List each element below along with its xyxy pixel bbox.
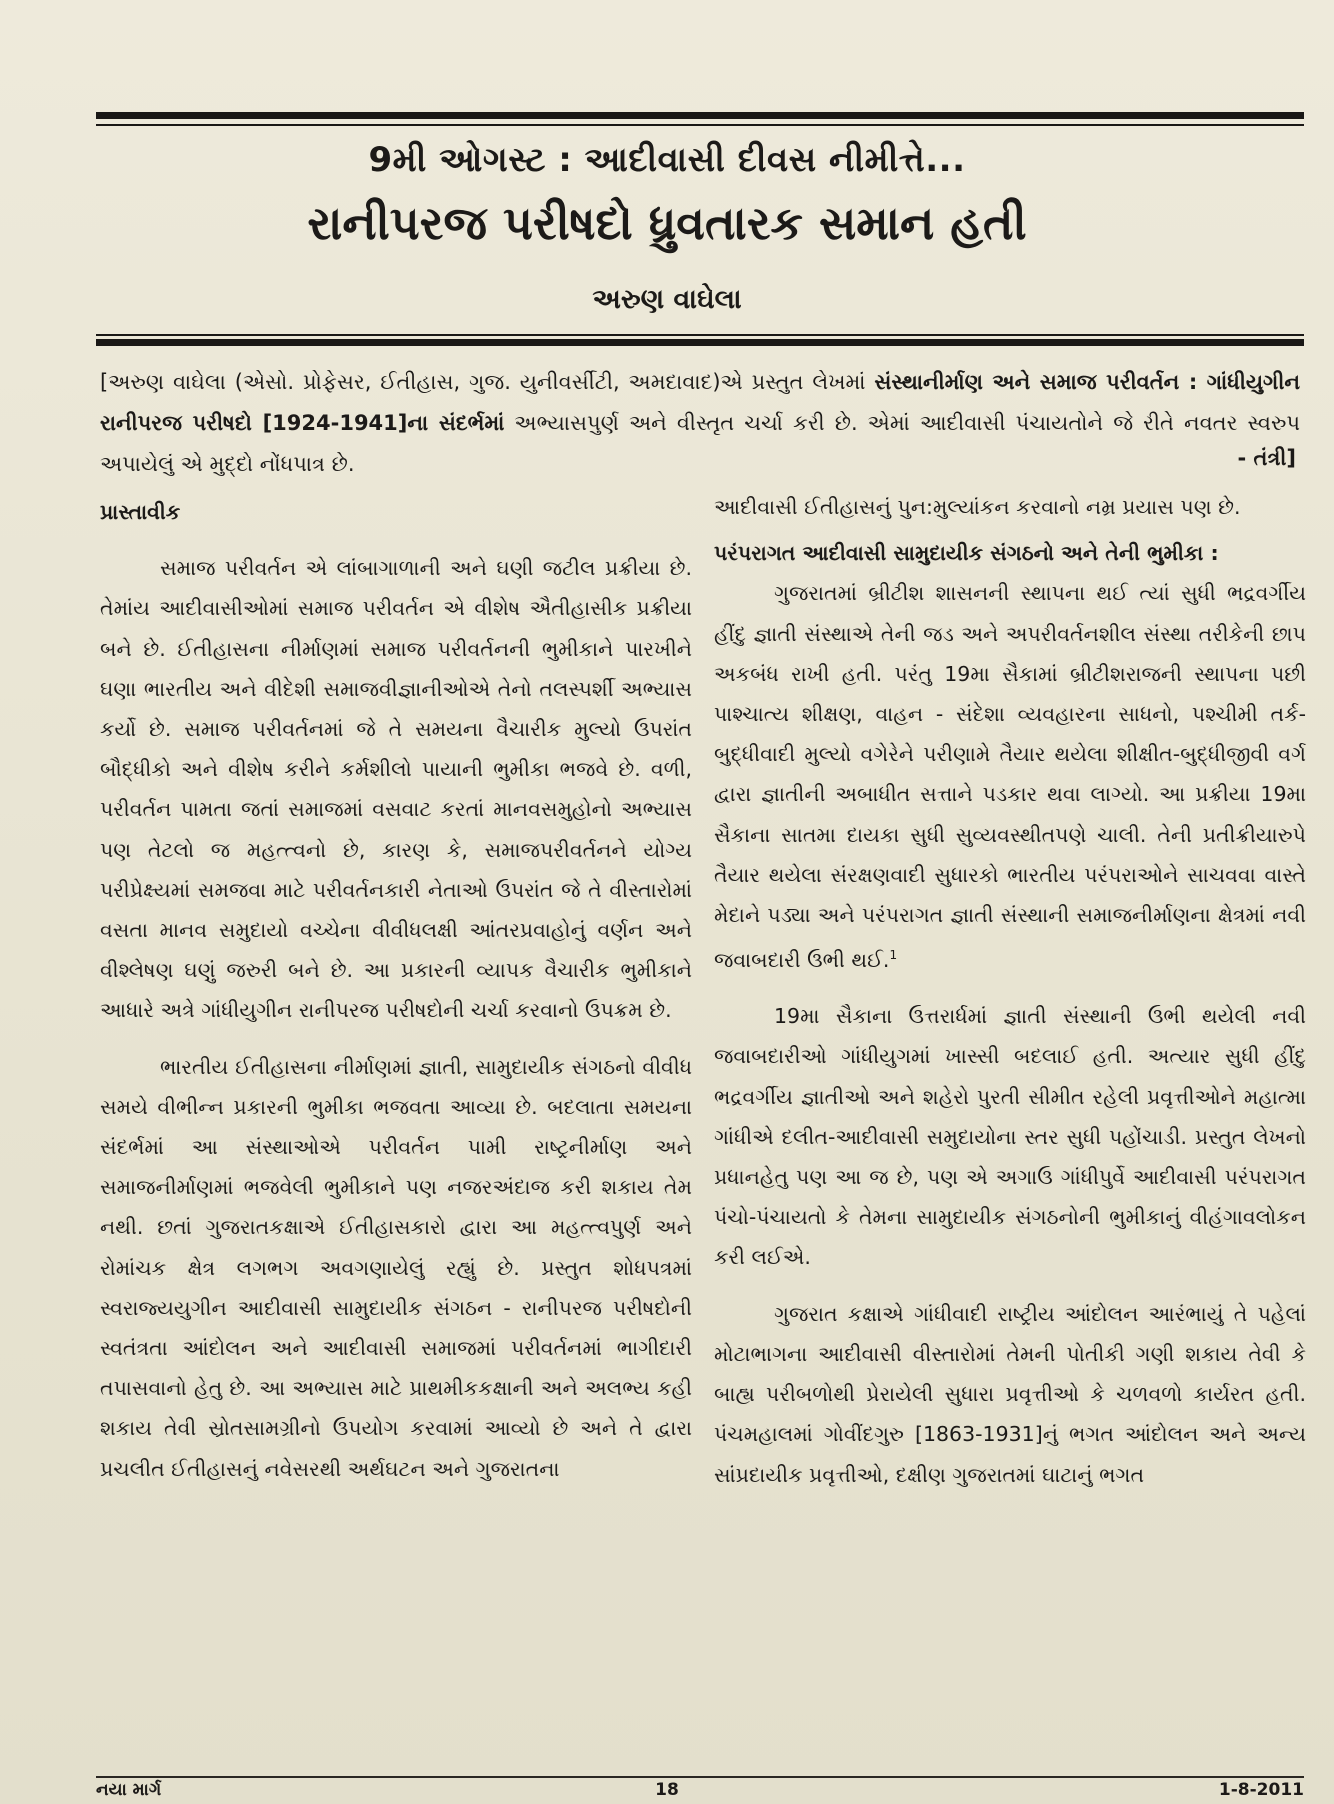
footnote-marker: 1 bbox=[889, 948, 898, 963]
left-column bbox=[100, 492, 692, 1489]
paragraph-text: ગુજરાતમાં બ્રીટીશ શાસનની સ્થાપના થઈ ત્યાં સુધી ભદ્રવર્ગીય હીંદુ જ્ઞાતી સંસ્થાએ તેની જડ અને અપરીવર્તનશીલ સંસ્થા તરીકેની છાપ અકબંધ રાખી હતી. પરંતુ 19મા સૈકામાં બ્રીટીશરાજની સ્થાપના પછી પાશ્ચાત્ય શીક્ષણ, વાહન - સંદેશા વ્યવહારના સાધનો, પશ્ચીમી તર્ક-બુદ્ધીવાદી મુલ્યો વગેરેને પરીણામે તૈયાર થયેલા શીક્ષીત-બુદ્ધીજીવી વર્ગ દ્વારા જ્ઞાતીની અબાધીત સત્તાને પડકાર થવા લાગ્યો. આ પ્રક્રીયા 19મા સૈકાના સાતમા દાયકા સુધી સુવ્યવસ્થીતપણે ચાલી. તેની પ્રતીક્રીયારુપે તૈયાર થયેલા સંરક્ષણવાદી સુધારકો ભારતીય પરંપરાઓને સાચવવા વાસ્તે મેદાને પડ્યા અને પરંપરાગત જ્ઞાતી સંસ્થાની સમાજનીર્માણના ક્ષેત્રમાં નવી જવાબદારી ઉભી થઈ. bbox=[714, 581, 1306, 973]
footer-rule bbox=[96, 1776, 1304, 1778]
header-rule-thick bbox=[96, 339, 1304, 346]
paragraph bbox=[714, 573, 1306, 980]
paragraph: ભારતીય ઈતીહાસના નીર્માણમાં જ્ઞાતી, સામુદાયીક સંગઠનો વીવીધ સમયે વીભીન્ન પ્રકારની ભુમીકા ભજવતા આવ્યા છે. બદલાતા સમયના સંદર્ભમાં આ સંસ્થાઓએ પરીવર્તન પામી રાષ્ટ્રનીર્માણ અને સમાજનીર્માણમાં ભજવેલી ભુમીકાને પણ નજરઅંદાજ કરી શકાય તેમ નથી. છતાં ગુજરાતકક્ષાએ ઈતીહાસકારો દ્વારા આ મહત્ત્વપુર્ણ અને રોમાંચક ક્ષેત્ર લગભગ અવગણાયેલું રહ્યું છે. પ્રસ્તુત શોધપત્રમાં સ્વરાજ્યયુગીન આદીવાસી સામુદાયીક સંગઠન - રાનીપરજ પરીષદોની સ્વતંત્રતા આંદોલન અને આદીવાસી સમાજમાં પરીવર્તનમાં ભાગીદારી તપાસવાનો હેતુ છે. આ અભ્યાસ માટે પ્રાથમીકકક્ષાની અને અલભ્ય કહી શકાય તેવી સ્રોતસામગ્રીનો ઉપયોગ કરવામાં આવ્યો છે અને તે દ્વારા પ્રચલીત ઈતીહાસનું નવેસરથી અર્થઘટન અને ગુજરાતના bbox=[100, 1054, 692, 1481]
editor-signature: - તંત્રી] bbox=[1237, 446, 1296, 470]
editor-note bbox=[100, 362, 1300, 485]
editor-note-text-1: [અરુણ વાઘેલા (એસો. પ્રોફેસર, ઈતીહાસ, ગુજ. યુનીવર્સીટી, અમદાવાદ)એ પ્રસ્તુત લેખમાં bbox=[100, 370, 875, 394]
page-number: 18 bbox=[655, 1780, 679, 1800]
article-title: રાનીપરજ પરીષદો ધ્રુવતારક સમાન હતી bbox=[307, 196, 1027, 250]
top-rule-thick bbox=[96, 112, 1304, 119]
header-rule-thin bbox=[96, 334, 1304, 336]
issue-date: 1-8-2011 bbox=[1218, 1780, 1304, 1800]
section-heading-intro: પ્રાસ્તાવીક bbox=[100, 500, 181, 524]
paragraph: 19મા સૈકાના ઉત્તરાર્ધમાં જ્ઞાતી સંસ્થાની ઉભી થયેલી નવી જવાબદારીઓ ગાંધીયુગમાં ખાસ્સી બદલાઈ હતી. અત્યાર સુધી હીંદુ ભદ્રવર્ગીય જ્ઞાતીઓ અને શહેરો પુરતી સીમીત રહેલી પ્રવૃત્તીઓને મહાત્મા ગાંધીએ દલીત-આદીવાસી સમુદાયોના સ્તર સુધી પહોંચાડી. પ્રસ્તુત લેખનો પ્રધાનહેતુ પણ આ જ છે, પણ એ અગાઉ ગાંધીપુર્વે આદીવાસી પરંપરાગત પંચો-પંચાયતો કે તેમના સામુદાયીક સંગઠનોની ભુમીકાનું વીહંગાવલોકન કરી લઈએ. bbox=[714, 1004, 1306, 1270]
section-heading-traditional: પરંપરાગત આદીવાસી સામુદાયીક સંગઠનો અને તેની ભુમીકા : bbox=[714, 541, 1219, 566]
right-column bbox=[714, 487, 1306, 1495]
publication-name: નયા માર્ગ bbox=[96, 1780, 162, 1800]
top-rule-thin bbox=[96, 124, 1304, 126]
paragraph: ગુજરાત કક્ષાએ ગાંધીવાદી રાષ્ટ્રીય આંદોલન આરંભાયું તે પહેલાં મોટાભાગના આદીવાસી વીસ્તારોમાં તેમની પોતીકી ગણી શકાય તેવી કે બાહ્ય પરીબળોથી પ્રેરાયેલી સુધારા પ્રવૃત્તીઓ કે ચળવળો કાર્યરત હતી. પંચમહાલમાં ગોવીંદગુરુ [1863-1931]નું ભગત આંદોલન અને અન્ય સાંપ્રદાયીક પ્રવૃત્તીઓ, દક્ષીણ ગુજરાતમાં ઘાટાનું ભગત bbox=[714, 1301, 1306, 1487]
paragraph: સમાજ પરીવર્તન એ લાંબાગાળાની અને ઘણી જટીલ પ્રક્રીયા છે. તેમાંય આદીવાસીઓમાં સમાજ પરીવર્તન એ વીશેષ ઐતીહાસીક પ્રક્રીયા બને છે. ઈતીહાસના નીર્માણમાં સમાજ પરીવર્તનની ભુમીકાને પારખીને ઘણા ભારતીય અને વીદેશી સમાજવીજ્ઞાનીઓએ તેનો તલસ્પર્શી અભ્યાસ કર્યો છે. સમાજ પરીવર્તનમાં જે તે સમયના વૈચારીક મુલ્યો ઉપરાંત બૌદ્ધીકો અને વીશેષ કરીને કર્મશીલો પાયાની ભુમીકા ભજવે છે. વળી, પરીવર્તન પામતા જતાં સમાજમાં વસવાટ કરતાં માનવસમુહોનો અભ્યાસ પણ તેટલો જ મહત્ત્વનો છે, કારણ કે, સમાજપરીવર્તનને યોગ્ય પરીપ્રેક્ષ્યમાં સમજવા માટે પરીવર્તનકારી નેતાઓ ઉપરાંત જે તે વીસ્તારોમાં વસતા માનવ સમુદાયો વચ્ચેના વીવીધલક્ષી આંતરપ્રવાહોનું વર્ણન અને વીશ્લેષણ ઘણું જરુરી બને છે. આ પ્રકારની વ્યાપક વૈચારીક ભુમીકાને આધારે અત્રે ગાંધીયુગીન રાનીપરજ પરીષદોની ચર્ચા કરવાનો ઉપક્રમ છે. bbox=[100, 556, 692, 1023]
article-kicker: 9મી ઓગસ્ટ : આદીવાસી દીવસ નીમીત્તે... bbox=[368, 140, 966, 180]
editor-note-bold: સંસ્થાનીર્માણ અને સમાજ પરીવર્તન : ગાંધીયુગીન રાનીપરજ પરીષદો [1924-1941]ના સંદર્ભમાં bbox=[100, 370, 1301, 435]
editor-note-text-2: અભ્યાસપુર્ણ અને વીસ્તૃત ચર્ચા કરી છે. એમાં આદીવાસી પંચાયતોને જે રીતે નવતર સ્વરુપ અપાયેલું એ મુદ્દો નોંધપાત્ર છે. bbox=[100, 411, 1300, 476]
paragraph: આદીવાસી ઈતીહાસનું પુન:મુલ્યાંકન કરવાનો નમ્ર પ્રયાસ પણ છે. bbox=[714, 495, 1241, 519]
article-author: અરુણ વાઘેલા bbox=[592, 284, 742, 315]
